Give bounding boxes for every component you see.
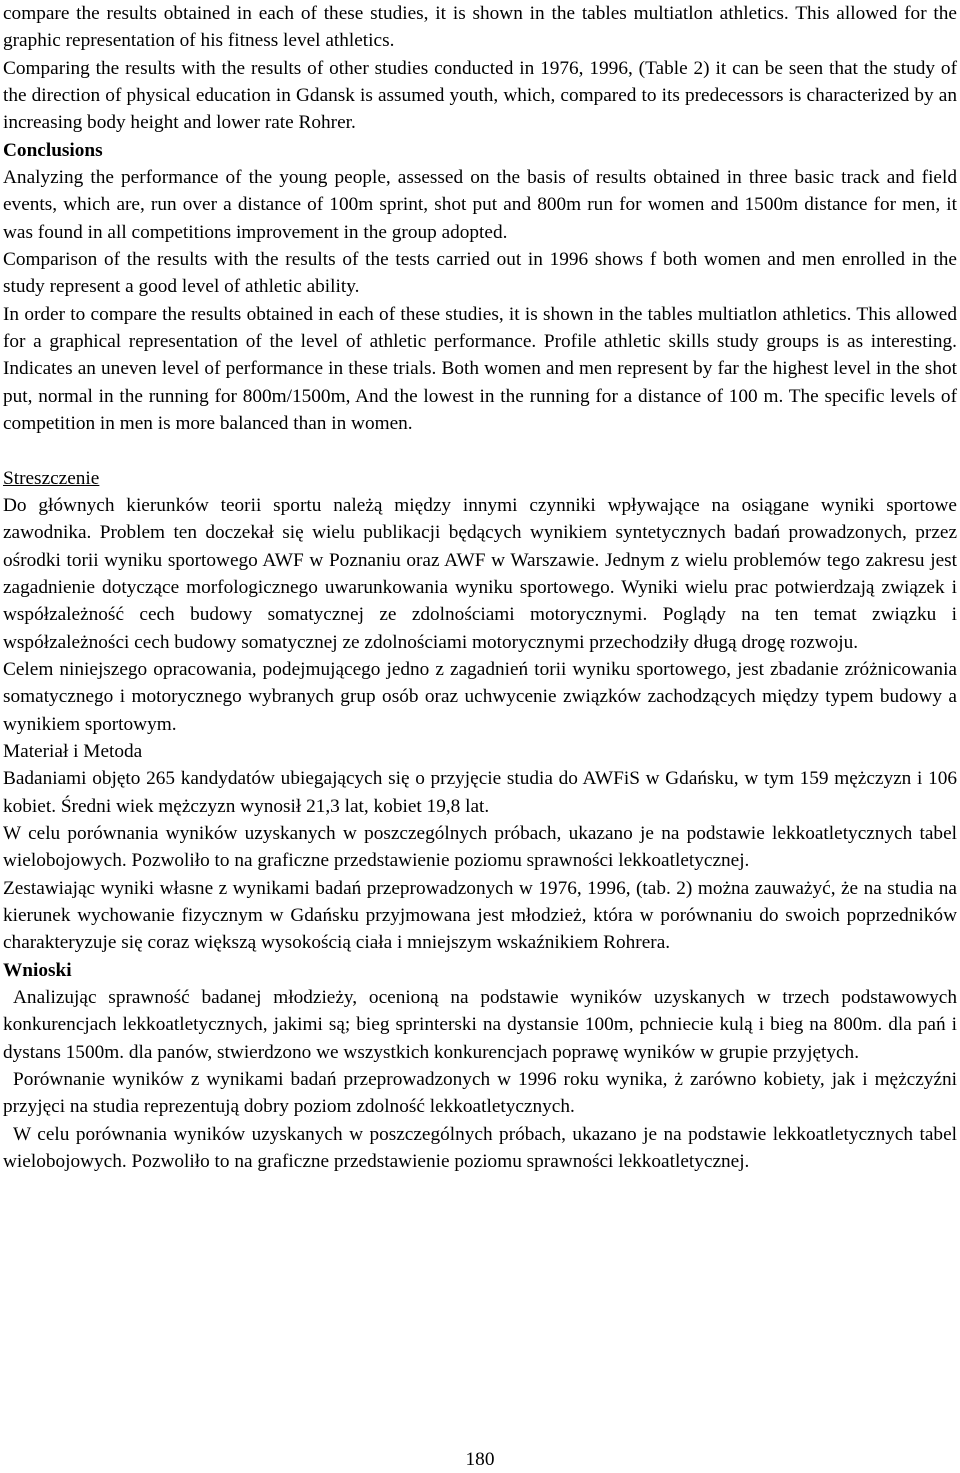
streszczenie-heading: Streszczenie (3, 467, 100, 489)
conclusions-heading: Conclusions (3, 139, 103, 161)
conclusions-paragraph-2: Comparison of the results with the results of the tests carried out in 1996 shows f both women and men enrolled in the study represent a good level of athletic ability. (3, 249, 957, 298)
streszczenie-paragraph-2: Celem niniejszego opracowania, podejmującego jedno z zagadnień torii wyniku sportowego, jest zbadanie zróżnicowania somatycznego i motorycznego wybranych grup osób oraz uchwycenie związków zachodzących między typem budowy a wynikiem sportowym. (3, 658, 957, 735)
metoda-paragraph-3: Zestawiając wyniki własne z wynikami badań przeprowadzonych w 1976, 1996, (tab. 2) można zauważyć, że na studia na kierunek wychowanie fizycznym w Gdańsku przyjmowana jest młodzież, która w porównaniu do swoich poprzedników charakteryzuje się coraz większą wysokością ciała i mniejszym wskaźnikiem Rohrera. (3, 877, 957, 954)
wnioski-paragraph-3: W celu porównania wyników uzyskanych w poszczególnych próbach, ukazano je na podstawie lekkoatletycznych tabel wielobojowych. Pozwoliło to na graficzne przedstawienie poziomu sprawności lekkoatletycznej. (3, 1123, 957, 1173)
conclusions-paragraph-3: In order to compare the results obtained in each of these studies, it is shown in the tables multiatlon athletics. This allowed for a graphical representation of the level of athletic performance. Profile athletic skills study groups is as interesting. Indicates an uneven level of performance in these trials. Both women and men represent by far the highest level in the shot put, normal in the running for 800m/1500m, And the lowest in the running for a distance of 100 m. The specific levels of competition in men is more balanced than in women. (3, 303, 957, 435)
metoda-paragraph-2: W celu porównania wyników uzyskanych w poszczególnych próbach, ukazano je na podstawie lekkoatletycznych tabel wielobojowych. Pozwoliło to na graficzne przedstawienie poziomu sprawności lekkoatletycznej. (3, 822, 957, 872)
wnioski-paragraph-2: Porównanie wyników z wynikami badań przeprowadzonych w 1996 roku wynika, ż zarówno kobiety, jak i mężczyźni przyjęci na studia reprezentują dobry poziom zdolność lekkoatletycznych. (3, 1069, 957, 1118)
paragraph-comparison: Comparing the results with the results of other studies conducted in 1976, 1996, (Table 2) it can be seen that the study of the direction of physical education in Gdansk is assumed youth, which, compared to its predecessors is characterized by an increasing body height and lower rate Rohrer. (3, 57, 957, 134)
paragraph-intro: compare the results obtained in each of these studies, it is shown in the tables multiatlon athletics. This allowed for the graphic representation of his fitness level athletics. (3, 3, 957, 52)
page-body (3, 0, 957, 1175)
conclusions-paragraph-1: Analyzing the performance of the young people, assessed on the basis of results obtained in three basic track and field events, which are, run over a distance of 100m sprint, shot put and 800m run for women and 1500m distance for men, it was found in all competitions improvement in the group adopted. (3, 167, 957, 243)
metoda-paragraph-1: Badaniami objęto 265 kandydatów ubiegających się o przyjęcie studia do AWFiS w Gdańsku, w tym 159 mężczyzn i 106 kobiet. Średni wiek mężczyzn wynosił 21,3 lat, kobiet 19,8 lat. (3, 768, 957, 817)
section-spacer (3, 438, 957, 465)
streszczenie-paragraph-1: Do głównych kierunków teorii sportu należą między innymi czynniki wpływające na osiągane wyniki sportowe zawodnika. Problem ten doczekał się wielu publikacji będących wynikiem syntetycznych badań prowadzonych, przez ośrodki torii wyniku sportowego AWF w Poznaniu oraz AWF w Warszawie. Jednym z wielu problemów tego zakresu jest zagadnienie dotyczące morfologicznego uwarunkowania wyniku sportowego. Wyniki wielu prac potwierdzają związek i współzależność cech budowy somatycznej ze zdolnościami motorycznymi. Poglądy na ten temat związku i współzależności cech budowy somatycznej ze zdolnościami motorycznymi przechodziły długą drogę rozwoju. (3, 494, 957, 653)
wnioski-paragraph-1: Analizując sprawność badanej młodzieży, ocenioną na podstawie wyników uzyskanych w trzech podstawowych konkurencjach lekkoatletycznych, jakimi są; bieg sprinterski na dystansie 100m, pchniecie kulą i bieg na 800m. dla pań i dystans 1500m. dla panów, stwierdzono we wszystkich konkurencjach poprawę wyników w grupie przyjętych. (3, 987, 957, 1063)
wnioski-heading: Wnioski (3, 959, 72, 981)
page-number: 180 (465, 1449, 495, 1470)
metoda-heading: Materiał i Metoda (3, 740, 143, 762)
